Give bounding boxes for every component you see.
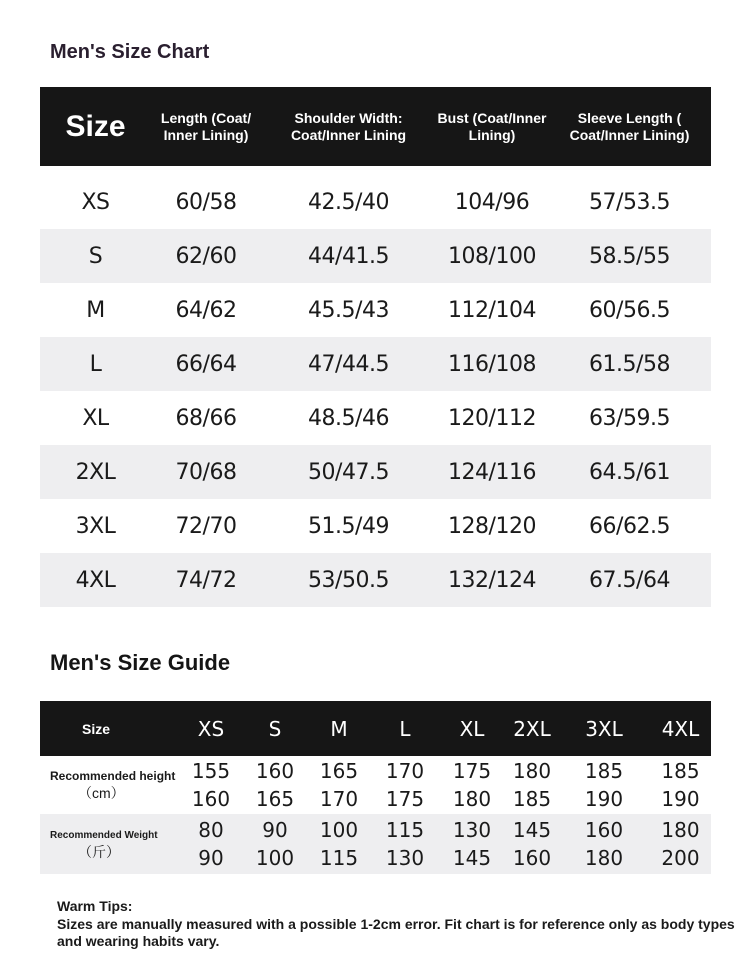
weight-max: 130 [385, 846, 425, 870]
guide-size-header: L [399, 716, 411, 741]
table-row [40, 175, 711, 229]
height-max: 165 [255, 787, 295, 811]
recommended-weight-label [40, 829, 178, 859]
guide-size-header: 4XL [661, 716, 700, 741]
cell-shoulder-width: 42.5/40 [308, 189, 389, 215]
header-shoulder-width: Shoulder Width: Coat/Inner Lining [290, 109, 407, 143]
weight-min: 90 [262, 818, 288, 842]
weight-label-text: Recommended Weight [50, 830, 158, 841]
warm-tips-text: Sizes are manually measured with a possible 1-2cm error. Fit chart is for reference only as body types and wearing habits vary. [57, 916, 735, 949]
weight-max: 160 [512, 846, 552, 870]
table-row [40, 337, 711, 391]
cell-bust: 116/108 [448, 351, 536, 377]
height-min: 185 [584, 759, 624, 783]
cell-size: S [88, 243, 103, 269]
height-range [306, 757, 372, 813]
weight-max: 90 [198, 846, 224, 870]
cell-sleeve-length: 61.5/58 [589, 351, 670, 377]
cell-bust: 124/116 [448, 459, 536, 485]
weight-min: 100 [319, 818, 359, 842]
table-row [40, 391, 711, 445]
height-range [372, 757, 438, 813]
weight-min: 115 [385, 818, 425, 842]
cell-sleeve-length: 57/53.5 [589, 189, 670, 215]
cell-size: XS [81, 189, 110, 215]
height-min: 185 [661, 759, 700, 783]
height-max: 170 [319, 787, 359, 811]
height-max: 175 [385, 787, 425, 811]
size-guide-table [40, 701, 711, 874]
recommended-height-row [40, 756, 711, 814]
guide-size-header: S [268, 716, 282, 741]
weight-max: 100 [255, 846, 295, 870]
size-guide-title: Men's Size Guide [50, 650, 231, 675]
table-row [40, 553, 711, 607]
cell-bust: 104/96 [454, 189, 530, 215]
cell-sleeve-length: 63/59.5 [589, 405, 670, 431]
cell-sleeve-length: 64.5/61 [589, 459, 670, 485]
cell-bust: 128/120 [448, 513, 536, 539]
height-max: 160 [191, 787, 231, 811]
weight-range [438, 816, 506, 872]
height-range [244, 757, 306, 813]
weight-unit: （斤） [78, 844, 120, 860]
weight-min: 130 [452, 818, 492, 842]
weight-range [178, 816, 244, 872]
weight-min: 160 [584, 818, 624, 842]
weight-max: 180 [584, 846, 624, 870]
cell-bust: 112/104 [448, 297, 536, 323]
height-min: 175 [452, 759, 492, 783]
height-range [558, 757, 650, 813]
height-range [438, 757, 506, 813]
weight-range [650, 816, 711, 872]
weight-max: 200 [661, 846, 700, 870]
cell-size: M [86, 297, 105, 323]
warm-tips-title: Warm Tips: [57, 898, 133, 914]
cell-sleeve-length: 58.5/55 [589, 243, 670, 269]
height-min: 160 [255, 759, 295, 783]
guide-header-size: Size [82, 720, 111, 737]
cell-shoulder-width: 45.5/43 [308, 297, 389, 323]
weight-min: 180 [661, 818, 700, 842]
cell-size: 3XL [75, 513, 116, 539]
size-chart-table [40, 87, 711, 607]
height-max: 190 [584, 787, 624, 811]
cell-shoulder-width: 47/44.5 [308, 351, 389, 377]
header-length: Length (Coat/ Inner Lining) [160, 109, 252, 143]
cell-shoulder-width: 48.5/46 [308, 405, 389, 431]
cell-size: L [89, 351, 102, 377]
weight-max: 115 [319, 846, 359, 870]
size-guide-header [40, 701, 711, 756]
cell-bust: 120/112 [448, 405, 536, 431]
table-row [40, 499, 711, 553]
cell-shoulder-width: 44/41.5 [308, 243, 389, 269]
table-row [40, 445, 711, 499]
size-chart-title: Men's Size Chart [50, 41, 210, 63]
height-range [506, 757, 558, 813]
cell-length: 70/68 [175, 459, 237, 485]
warm-tips [57, 898, 747, 950]
height-max: 185 [512, 787, 552, 811]
height-min: 170 [385, 759, 425, 783]
height-range [650, 757, 711, 813]
cell-bust: 108/100 [448, 243, 536, 269]
weight-range [306, 816, 372, 872]
height-label-text: Recommended height [50, 769, 176, 783]
size-chart-rows [40, 166, 711, 607]
guide-size-header: 2XL [513, 716, 551, 741]
cell-shoulder-width: 50/47.5 [308, 459, 389, 485]
cell-size: XL [82, 405, 109, 431]
cell-sleeve-length: 66/62.5 [589, 513, 670, 539]
cell-sleeve-length: 60/56.5 [589, 297, 670, 323]
weight-range [506, 816, 558, 872]
guide-size-header: M [330, 716, 348, 741]
cell-length: 64/62 [175, 297, 237, 323]
cell-shoulder-width: 51.5/49 [308, 513, 389, 539]
weight-max: 145 [452, 846, 492, 870]
height-max: 190 [661, 787, 700, 811]
guide-size-header: XS [197, 716, 225, 741]
recommended-weight-row [40, 814, 711, 874]
height-min: 180 [512, 759, 552, 783]
cell-length: 66/64 [175, 351, 237, 377]
guide-size-header: 3XL [585, 716, 623, 741]
guide-size-header: XL [459, 716, 485, 741]
weight-min: 145 [512, 818, 552, 842]
height-range [178, 757, 244, 813]
height-min: 165 [319, 759, 359, 783]
weight-range [244, 816, 306, 872]
header-bust: Bust (Coat/Inner Lining) [437, 109, 547, 143]
cell-length: 68/66 [175, 405, 237, 431]
cell-length: 62/60 [175, 243, 237, 269]
table-row [40, 229, 711, 283]
cell-sleeve-length: 67.5/64 [589, 567, 670, 593]
weight-range [372, 816, 438, 872]
cell-size: 2XL [75, 459, 116, 485]
header-size: Size [65, 109, 126, 143]
cell-size: 4XL [75, 567, 116, 593]
cell-length: 60/58 [175, 189, 237, 215]
height-min: 155 [191, 759, 231, 783]
table-row [40, 283, 711, 337]
height-unit: （cm） [78, 785, 125, 801]
cell-length: 72/70 [175, 513, 237, 539]
height-max: 180 [452, 787, 492, 811]
weight-range [558, 816, 650, 872]
cell-shoulder-width: 53/50.5 [308, 567, 389, 593]
cell-length: 74/72 [175, 567, 237, 593]
recommended-height-label [40, 769, 178, 801]
cell-bust: 132/124 [448, 567, 536, 593]
header-sleeve-length: Sleeve Length ( Coat/Inner Lining) [569, 109, 690, 143]
weight-min: 80 [198, 818, 224, 842]
size-chart-header [40, 87, 711, 166]
